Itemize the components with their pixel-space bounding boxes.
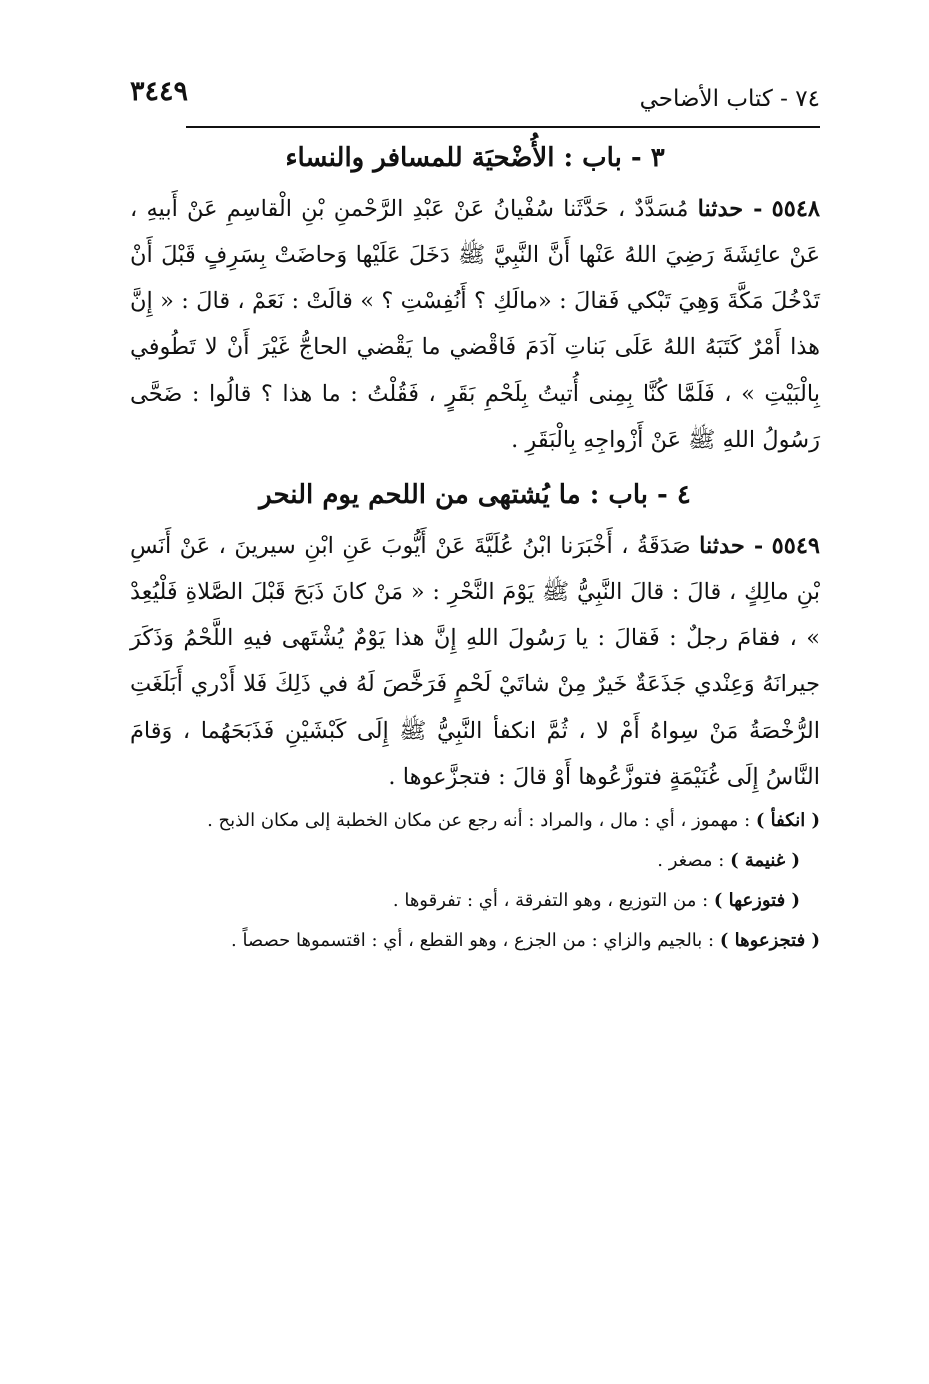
- running-title: ٧٤ - كتاب الأضاحي: [639, 86, 820, 112]
- glossary-term: ( فتجزعوها ): [719, 930, 820, 952]
- running-header: [130, 70, 820, 122]
- hadith-body: صَدَقَةُ ، أَخْبَرَنا ابْنُ عُلَيَّةَ عَنْ أَيُّوبَ عَنِ ابْنِ سيرينَ ، عَنْ أَنَسِ بْنِ مالِكٍ ، قالَ : قالَ النَّبِيُّ ﷺ يَوْمَ النَّحْرِ : « مَنْ كانَ ذَبَحَ قَبْلَ الصَّلاةِ فَلْيُعِدْ » ، فقامَ رجلٌ : فَقالَ : يا رَسُولَ اللهِ إِنَّ هذا يَوْمٌ يُشْتَهى فيهِ اللَّحْمُ وَذَكَرَ جيرانَهُ وَعِنْدي جَذَعَةٌ خَيرٌ مِنْ شاتَيْ لَحْمٍ فَرَخَّصَ لَهُ في ذَلِكَ فَلا أَدْري أَبَلَغَتِ الرُّخْصَةُ مَنْ سِواهُ أَمْ لا ، ثُمَّ انكفأ النَّبِيُّ ﷺ إِلَى كَبْشَيْنِ فَذَبَحَهُما ، وَقامَ النَّاسُ إِلَى غُنَيْمَةٍ فتوزَّعُوها أَوْ قالَ : فتجزَّعوها .: [130, 532, 820, 790]
- header-rule: [186, 126, 820, 128]
- glossary-definition: : بالجيم والزاي : من الجزع ، وهو القطع ، أي : اقتسموها حصصاً .: [231, 930, 715, 952]
- glossary-notes: [130, 804, 820, 958]
- glossary-note: [130, 804, 820, 838]
- glossary-term: ( فتوزعها ): [713, 890, 800, 912]
- hadith-intro: - حدثنا: [699, 532, 764, 559]
- glossary-term: ( انكفأ ): [755, 810, 820, 832]
- book-page: [130, 70, 820, 958]
- glossary-term: ( غنيمة ): [730, 850, 800, 872]
- hadith-text: [130, 186, 820, 463]
- chapter-heading: ٤ - باب : ما يُشتهى من اللحم يوم النحر: [259, 480, 691, 511]
- chapter-heading: ٣ - باب : الأُضْحيَة للمسافر والنساء: [285, 143, 665, 173]
- hadith-number: ٥٥٤٨: [771, 195, 821, 222]
- hadith-text: [130, 523, 820, 800]
- glossary-note: [130, 884, 820, 918]
- page-number: ٣٤٤٩: [130, 76, 189, 107]
- hadith-number: ٥٥٤٩: [771, 532, 821, 559]
- hadith-body: مُسَدَّدٌ ، حَدَّثَنا سُفْيانُ عَنْ عَبْدِ الرَّحْمنِ بْنِ الْقاسِمِ عَنْ أَبيهِ ، عَنْ عائِشَةَ رَضِيَ اللهُ عَنْها أَنَّ النَّبِيَّ ﷺ دَخَلَ عَلَيْها وَحاضَتْ بِسَرِفٍ قَبْلَ أَنْ تَدْخُلَ مَكَّةَ وَهِيَ تَبْكي فَقالَ : «مالَكِ ؟ أَنُفِسْتِ ؟ » قالَتْ : نَعَمْ ، قالَ : « إِنَّ هذا أَمْرٌ كَتَبَهُ اللهُ عَلَى بَناتِ آدَمَ فَاقْضي ما يَقْضي الحاجُّ غَيْرَ أَنْ لا تَطُوفي بِالْبَيْتِ » ، فَلَمَّا كُنَّا بِمِنى أُتيتُ بِلَحْمِ بَقَرٍ ، فَقُلْتُ : ما هذا ؟ قالُوا : ضَحَّى رَسُولُ اللهِ ﷺ عَنْ أَزْواجِهِ بِالْبَقَرِ .: [130, 195, 820, 453]
- glossary-definition: : مهموز ، أي : مال ، والمراد : أنه رجع عن مكان الخطبة إلى مكان الذبح .: [207, 810, 751, 832]
- glossary-note: [130, 844, 820, 878]
- hadith-intro: - حدثنا: [697, 195, 763, 222]
- glossary-definition: : مصغر .: [657, 850, 725, 872]
- glossary-definition: : من التوزيع ، وهو التفرقة ، أي : تفرقوها .: [392, 890, 709, 912]
- glossary-note: [130, 924, 820, 958]
